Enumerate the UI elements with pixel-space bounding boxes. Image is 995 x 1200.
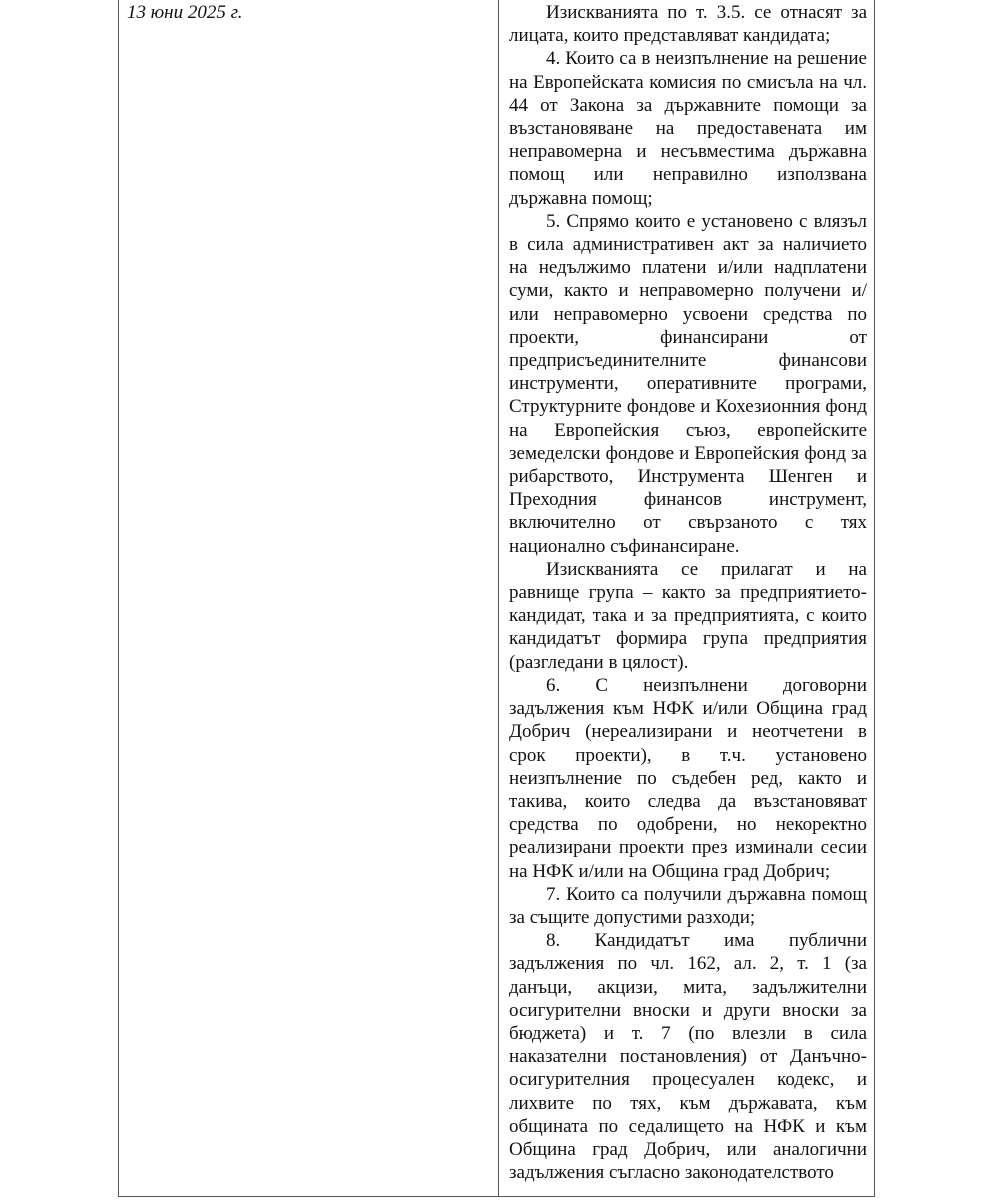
document-date: 13 юни 2025 г. [127,2,243,23]
paragraph-item-5: 5. Спрямо които е установено с влязъл в сила административен акт за наличието на недължимо платени и/или надплатени суми, както и неправомерно получени и/или неправомерно усвоени средства по проекти, финансирани от предприсъединителните финансови инструменти, оперативните програми, Структурните фондове и Кохезионния фонд на Европейския съюз, европейските земеделски фондове и Европейския фонд за рибарството, Инструмента Шенген и Преходния финансов инструмент, включително от свързаното с тях национално съфинансиране. [509,210,867,557]
paragraph-scope-note: Изискванията по т. 3.5. се отнасят за лицата, които представляват кандидата; [509,2,867,47]
paragraph-item-6: 6. С неизпълнени договорни задължения към НФК и/или Община град Добрич (нереализирани и неотчетени в срок проекти), в т.ч. установено неизпълнение по съдебен ред, както и такива, които следва да възстановяват средства по одобрени, но некоректно реализирани проекти през изминали сесии на НФК и/или на Община град Добрич; [509,674,867,882]
document-table [118,0,875,1197]
paragraph-item-8: 8. Кандидатът има публични задължения по чл. 162, ал. 2, т. 1 (за данъци, акцизи, мита, задължителни осигурителни вноски и други вноски за бюджета) и т. 7 (по влезли в сила наказателни постановления) от Данъчно-осигурителния процесуален кодекс, и лихвите по тях, към държавата, към общината по седалището на НФК и към Община град Добрич, или аналогични задължения съгласно законодателството [509,930,867,1184]
paragraph-item-4: 4. Които са в неизпълнение на решение на Европейската комисия по смисъла на чл. 44 от Закона за държавните помощи за възстановяване на предоставената им неправомерна и несъвместима държавна помощ или неправилно използвана държавна помощ; [509,48,867,209]
paragraph-group-note: Изискванията се прилагат и на равнище група – както за предприятието-кандидат, така и за предприятията, с които кандидатът формира група предприятия (разгледани в цялост). [509,558,867,673]
date-cell [119,0,498,24]
paragraph-item-7: 7. Които са получили държавна помощ за същите допустими разходи; [509,883,867,928]
requirements-cell [499,0,875,1184]
